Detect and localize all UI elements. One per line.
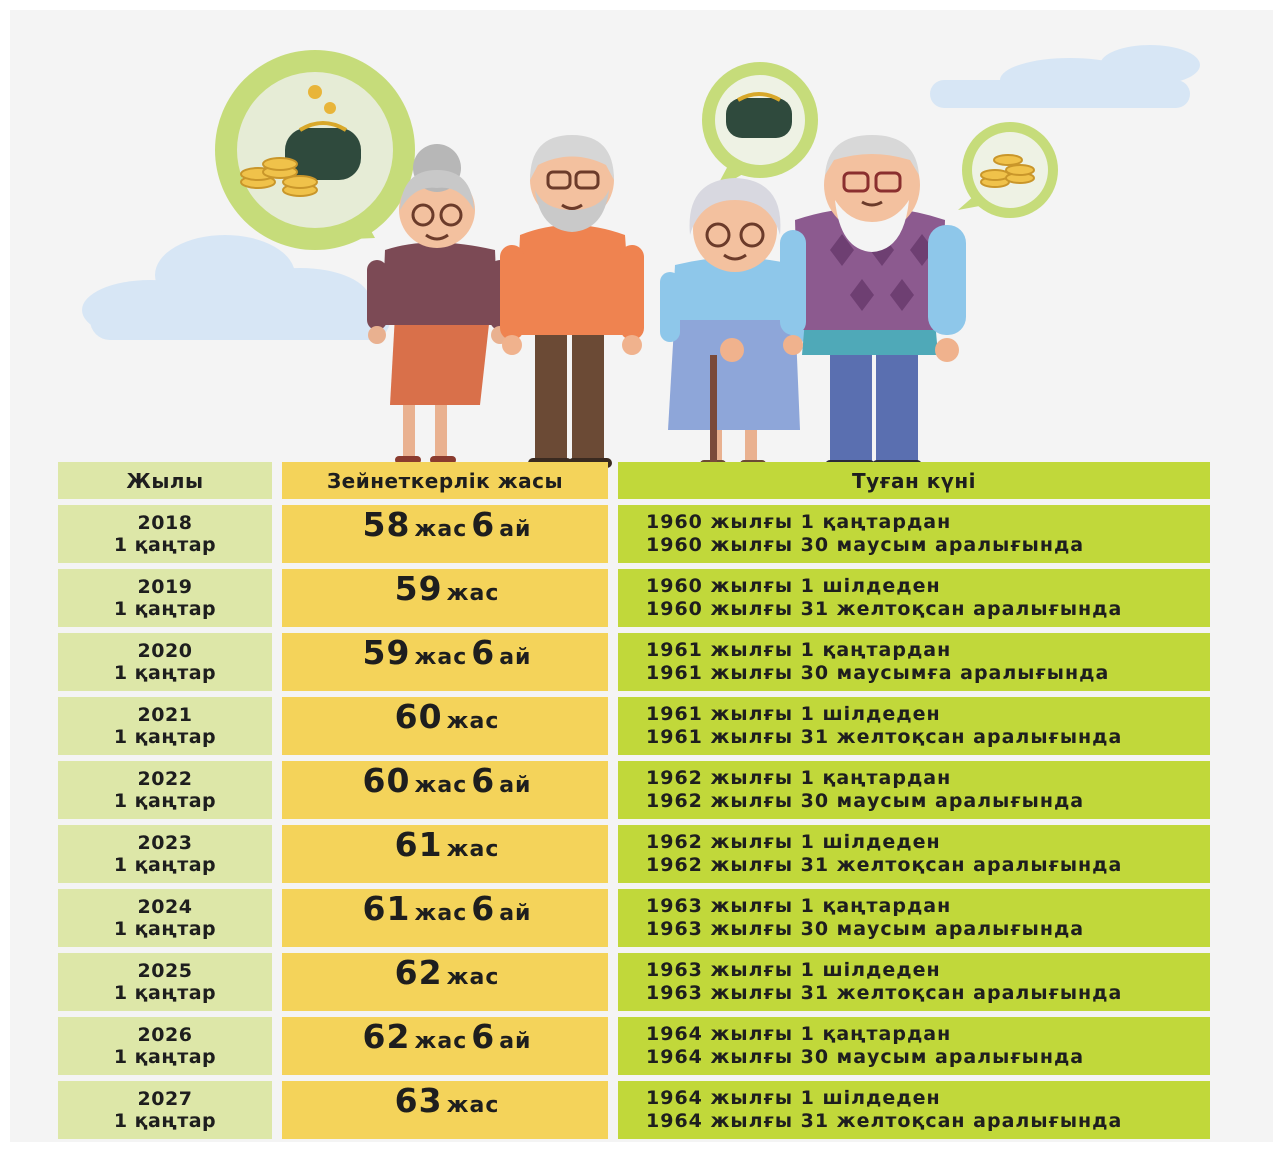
age-months-unit: ай (499, 1029, 532, 1054)
year-value: 2025 (137, 960, 193, 982)
year-value: 2022 (137, 768, 193, 790)
year-date: 1 қаңтар (113, 662, 217, 684)
birth-date-cell (618, 569, 1210, 627)
cloud-icon-left (82, 235, 390, 340)
year-date: 1 қаңтар (113, 598, 217, 620)
year-cell (58, 953, 272, 1011)
birth-date-cell (618, 697, 1210, 755)
header-retirement-age: Зейнеткерлік жасы (282, 462, 608, 499)
year-cell (58, 1017, 272, 1075)
age-years-unit: жас (446, 1093, 500, 1118)
grandfather-vest-figure (780, 135, 966, 470)
grandfather-orange-figure (500, 135, 644, 468)
age-months: 6 (471, 505, 496, 544)
birth-date-cell (618, 825, 1210, 883)
year-date: 1 қаңтар (113, 534, 217, 556)
money-bubble-icon (215, 50, 415, 250)
year-date: 1 қаңтар (113, 918, 217, 940)
birth-range-start: 1964 жылғы 1 шілдеден (646, 1087, 941, 1109)
age-years-unit: жас (446, 581, 500, 606)
birth-range-end: 1961 жылғы 30 маусымға аралығында (646, 662, 1110, 684)
retirement-age-cell (282, 761, 608, 819)
year-cell (58, 505, 272, 563)
birth-range-start: 1961 жылғы 1 қаңтардан (646, 639, 952, 661)
retirement-age-cell (282, 569, 608, 627)
birth-range-start: 1960 жылғы 1 қаңтардан (646, 511, 952, 533)
age-months: 6 (471, 761, 496, 800)
age-years-unit: жас (414, 645, 468, 670)
year-cell (58, 1081, 272, 1139)
age-months: 6 (471, 1017, 496, 1056)
year-date: 1 қаңтар (113, 1046, 217, 1068)
age-years: 60 (394, 697, 443, 736)
year-value: 2024 (137, 896, 193, 918)
retirement-age-cell (282, 697, 608, 755)
age-months-unit: ай (499, 773, 532, 798)
year-cell (58, 825, 272, 883)
age-years: 59 (362, 633, 411, 672)
retirement-age-cell (282, 1017, 608, 1075)
year-value: 2026 (137, 1024, 193, 1046)
year-value: 2023 (137, 832, 193, 854)
age-months: 6 (471, 633, 496, 672)
birth-range-end: 1960 жылғы 30 маусым аралығында (646, 534, 1085, 556)
year-cell (58, 633, 272, 691)
year-value: 2018 (137, 512, 193, 534)
retirement-age-cell (282, 1081, 608, 1139)
birth-range-end: 1964 жылғы 31 желтоқсан аралығында (646, 1110, 1123, 1132)
year-date: 1 қаңтар (113, 726, 217, 748)
birth-range-start: 1962 жылғы 1 қаңтардан (646, 767, 952, 789)
retirement-age-cell (282, 953, 608, 1011)
illustration (10, 10, 1273, 470)
age-years-unit: жас (446, 837, 500, 862)
age-years: 62 (362, 1017, 411, 1056)
year-date: 1 қаңтар (113, 982, 217, 1004)
age-years-unit: жас (414, 517, 468, 542)
header-year: Жылы (58, 462, 272, 499)
age-years-unit: жас (414, 901, 468, 926)
year-value: 2020 (137, 640, 193, 662)
age-years-unit: жас (446, 709, 500, 734)
year-cell (58, 889, 272, 947)
year-cell (58, 697, 272, 755)
birth-date-cell (618, 889, 1210, 947)
birth-range-end: 1960 жылғы 31 желтоқсан аралығында (646, 598, 1123, 620)
year-value: 2021 (137, 704, 193, 726)
purse-bubble-icon (702, 62, 818, 190)
coins-bubble-icon (958, 122, 1058, 218)
age-years: 59 (394, 569, 443, 608)
age-years: 61 (394, 825, 443, 864)
birth-date-cell (618, 1017, 1210, 1075)
age-years: 63 (394, 1081, 443, 1120)
year-value: 2019 (137, 576, 193, 598)
age-months: 6 (471, 889, 496, 928)
age-years: 60 (362, 761, 411, 800)
cloud-icon-right (930, 45, 1200, 108)
birth-range-start: 1960 жылғы 1 шілдеден (646, 575, 941, 597)
birth-range-start: 1964 жылғы 1 қаңтардан (646, 1023, 952, 1045)
year-cell (58, 569, 272, 627)
header-birth-date: Туған күні (618, 462, 1210, 499)
birth-range-start: 1961 жылғы 1 шілдеден (646, 703, 941, 725)
birth-range-end: 1964 жылғы 30 маусым аралығында (646, 1046, 1085, 1068)
birth-range-end: 1962 жылғы 30 маусым аралығында (646, 790, 1085, 812)
birth-range-start: 1963 жылғы 1 қаңтардан (646, 895, 952, 917)
age-years: 62 (394, 953, 443, 992)
birth-range-start: 1963 жылғы 1 шілдеден (646, 959, 941, 981)
year-date: 1 қаңтар (113, 1110, 217, 1132)
retirement-age-cell (282, 825, 608, 883)
birth-date-cell (618, 953, 1210, 1011)
age-months-unit: ай (499, 517, 532, 542)
year-date: 1 қаңтар (113, 854, 217, 876)
retirement-age-cell (282, 505, 608, 563)
age-months-unit: ай (499, 901, 532, 926)
year-date: 1 қаңтар (113, 790, 217, 812)
age-years-unit: жас (446, 965, 500, 990)
birth-date-cell (618, 1081, 1210, 1139)
age-years: 61 (362, 889, 411, 928)
infographic (10, 10, 1273, 1142)
age-years-unit: жас (414, 773, 468, 798)
birth-range-end: 1963 жылғы 30 маусым аралығында (646, 918, 1085, 940)
birth-date-cell (618, 505, 1210, 563)
birth-range-end: 1962 жылғы 31 желтоқсан аралығында (646, 854, 1123, 876)
age-months-unit: ай (499, 645, 532, 670)
birth-date-cell (618, 761, 1210, 819)
birth-range-end: 1961 жылғы 31 желтоқсан аралығында (646, 726, 1123, 748)
age-years: 58 (362, 505, 411, 544)
age-years-unit: жас (414, 1029, 468, 1054)
retirement-age-cell (282, 633, 608, 691)
birth-range-start: 1962 жылғы 1 шілдеден (646, 831, 941, 853)
retirement-age-cell (282, 889, 608, 947)
year-value: 2027 (137, 1088, 193, 1110)
birth-range-end: 1963 жылғы 31 желтоқсан аралығында (646, 982, 1123, 1004)
year-cell (58, 761, 272, 819)
birth-date-cell (618, 633, 1210, 691)
